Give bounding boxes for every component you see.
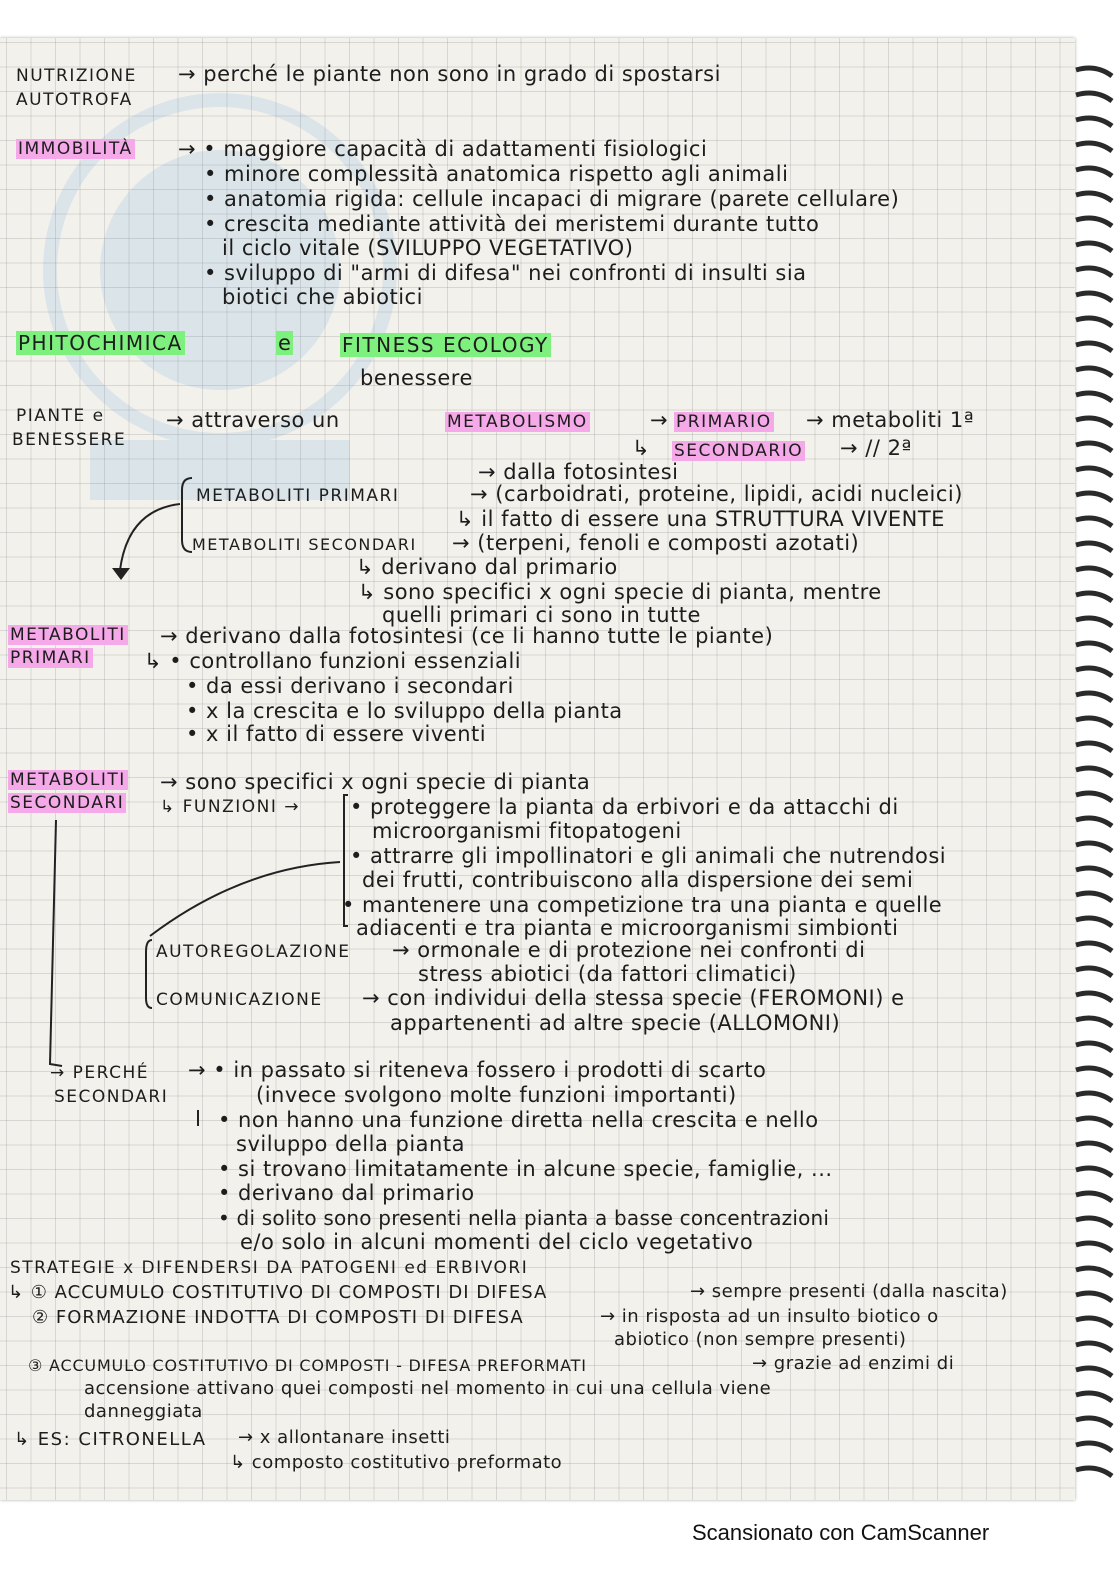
line-struttura: ↳ il fatto di essere una STRUTTURA VIVENTE bbox=[456, 507, 945, 531]
line-ps-2: (invece svolgono molte funzioni importanti) bbox=[256, 1083, 737, 1107]
arrow-primario: → bbox=[650, 408, 669, 432]
line-mp-5: • x il fatto di essere viventi bbox=[186, 722, 487, 746]
spiral-ring bbox=[1076, 268, 1112, 276]
line-terpeni: → (terpeni, fenoli e composti azotati) bbox=[452, 531, 860, 555]
line-met-secondari: METABOLITI SECONDARI bbox=[192, 535, 417, 554]
line-met-primari: METABOLITI PRIMARI bbox=[196, 486, 400, 506]
spiral-ring bbox=[1076, 1018, 1112, 1026]
highlight-e: e bbox=[278, 331, 292, 355]
line-f-1: • proteggere la pianta da erbivori e da attacchi di bbox=[350, 795, 899, 819]
line-attraverso: → attraverso un bbox=[166, 408, 340, 432]
line-piante: PIANTE e bbox=[16, 406, 105, 426]
spiral-ring bbox=[1076, 1418, 1112, 1426]
spiral-ring bbox=[1076, 743, 1112, 751]
line-10: • sviluppo di "armi di difesa" nei confronti di insulti sia bbox=[204, 261, 807, 285]
highlight-immobilita: IMMOBILITÀ bbox=[18, 139, 133, 159]
spiral-ring bbox=[1076, 593, 1112, 601]
line-s2c: abiotico (non sempre presenti) bbox=[614, 1329, 907, 1350]
line-ms-1: → sono specifici x ogni specie di pianta bbox=[160, 770, 591, 794]
line-ps-8: e/o solo in alcuni momenti del ciclo vegetativo bbox=[240, 1230, 754, 1254]
spiral-ring bbox=[1076, 318, 1112, 326]
line-8: • crescita mediante attività dei meristemi durante tutto bbox=[204, 212, 820, 236]
spiral-ring bbox=[1076, 643, 1112, 651]
line-ps-7: • di solito sono presenti nella pianta a basse concentrazioni bbox=[218, 1206, 830, 1230]
arrow-secondario: ↳ bbox=[632, 436, 651, 460]
line-6: • minore complessità anatomica rispetto agli animali bbox=[204, 162, 789, 186]
line-mp-3: • da essi derivano i secondari bbox=[186, 674, 514, 698]
spiral-ring bbox=[1076, 1068, 1112, 1076]
line-derivano: ↳ derivano dal primario bbox=[356, 555, 618, 579]
spiral-ring bbox=[1076, 893, 1112, 901]
spiral-ring bbox=[1076, 1368, 1112, 1376]
line-benessere: benessere bbox=[360, 366, 473, 390]
line-s1b: → sempre presenti (dalla nascita) bbox=[690, 1281, 1008, 1302]
line-s2b: → in risposta ad un insulto biotico o bbox=[600, 1306, 939, 1327]
line-s3c: accensione attivano quei composti nel momento in cui una cellula viene bbox=[84, 1378, 772, 1399]
highlight-metaboliti-p: METABOLITI bbox=[10, 625, 126, 645]
line-f-2: microorganismi fitopatogeni bbox=[372, 819, 682, 843]
highlight-primario: PRIMARIO bbox=[676, 412, 772, 432]
spiral-ring bbox=[1076, 993, 1112, 1001]
line-ps-6: • derivano dal primario bbox=[218, 1181, 475, 1205]
spiral-ring bbox=[1076, 1168, 1112, 1176]
line-ps-4: sviluppo della pianta bbox=[236, 1132, 465, 1156]
line-es-b: → x allontanare insetti bbox=[238, 1427, 451, 1448]
highlight-secondario: SECONDARIO bbox=[674, 441, 804, 461]
highlight-secondari: SECONDARI bbox=[10, 793, 125, 813]
spiral-ring bbox=[1076, 918, 1112, 926]
line-stress: stress abiotici (da fattori climatici) bbox=[418, 962, 797, 986]
spiral-ring bbox=[1076, 468, 1112, 476]
line-perche: → PERCHÉ bbox=[50, 1063, 150, 1083]
spiral-ring bbox=[1076, 1043, 1112, 1051]
line-metaboliti-1: → metaboliti 1ª bbox=[806, 408, 975, 432]
spiral-ring bbox=[1076, 818, 1112, 826]
spiral-ring bbox=[1076, 393, 1112, 401]
line-ps-1: → • in passato si riteneva fossero i prodotti di scarto bbox=[188, 1058, 767, 1082]
line-funzioni: ↳ FUNZIONI → bbox=[160, 797, 301, 817]
line-s2: ② FORMAZIONE INDOTTA DI COMPOSTI DI DIFESA bbox=[32, 1307, 524, 1328]
spiral-ring bbox=[1076, 1143, 1112, 1151]
spiral-ring bbox=[1076, 1393, 1112, 1401]
line-es: ↳ ES: CITRONELLA bbox=[14, 1429, 207, 1450]
line-carboidrati: → (carboidrati, proteine, lipidi, acidi nucleici) bbox=[470, 482, 963, 506]
spiral-ring bbox=[1076, 343, 1112, 351]
spiral-ring bbox=[1076, 618, 1112, 626]
spiral-ring bbox=[1076, 1193, 1112, 1201]
highlight-fitness-ecology: FITNESS ECOLOGY bbox=[342, 333, 549, 357]
line-ps-5: • si trovano limitatamente in alcune specie, famiglie, ... bbox=[218, 1157, 833, 1181]
spiral-ring bbox=[1076, 93, 1112, 101]
line-5: → • maggiore capacità di adattamenti fisiologici bbox=[178, 137, 708, 161]
line-s1: ↳ ① ACCUMULO COSTITUTIVO DI COMPOSTI DI DIFESA bbox=[8, 1282, 548, 1303]
spiral-ring bbox=[1076, 1343, 1112, 1351]
line-ps-3: • non hanno una funzione diretta nella crescita e nello bbox=[218, 1108, 819, 1132]
line-f-6: adiacenti e tra pianta e microorganismi simbionti bbox=[356, 916, 899, 940]
spiral-ring bbox=[1076, 1293, 1112, 1301]
spiral-ring bbox=[1076, 1243, 1112, 1251]
line-f-3: • attrarre gli impollinatori e gli animali che nutrendosi bbox=[350, 844, 947, 868]
spiral-ring bbox=[1076, 943, 1112, 951]
spiral-ring bbox=[1076, 218, 1112, 226]
line-f-5: • mantenere una competizione tra una pianta e quelle bbox=[342, 893, 943, 917]
line-f-4: dei frutti, contribuiscono alla dispersione dei semi bbox=[362, 868, 914, 892]
spiral-ring bbox=[1076, 1318, 1112, 1326]
line-benessere-caps: BENESSERE bbox=[12, 430, 127, 450]
spiral-ring bbox=[1076, 718, 1112, 726]
line-mp-2: ↳ • controllano funzioni essenziali bbox=[144, 649, 522, 673]
spiral-ring bbox=[1076, 1268, 1112, 1276]
spiral-ring bbox=[1076, 868, 1112, 876]
line-strategie: STRATEGIE x DIFENDERSI DA PATOGENI ed ERBIVORI bbox=[10, 1258, 529, 1278]
spiral-ring bbox=[1076, 493, 1112, 501]
spiral-ring bbox=[1076, 193, 1112, 201]
spiral-ring bbox=[1076, 293, 1112, 301]
spiral-ring bbox=[1076, 693, 1112, 701]
line-autoregolazione: AUTOREGOLAZIONE bbox=[156, 942, 351, 962]
line-mp-1: → derivano dalla fotosintesi (ce li hanno tutte le piante) bbox=[160, 624, 774, 648]
spiral-ring bbox=[1076, 68, 1112, 76]
line-s3: ③ ACCUMULO COSTITUTIVO DI COMPOSTI - DIFESA PREFORMATI bbox=[28, 1356, 587, 1375]
spiral-ring bbox=[1076, 768, 1112, 776]
line-s3d: danneggiata bbox=[84, 1401, 203, 1422]
spiral-ring bbox=[1076, 668, 1112, 676]
spiral-ring bbox=[1076, 1118, 1112, 1126]
spiral-ring bbox=[1076, 1093, 1112, 1101]
line-comunicazione: COMUNICAZIONE bbox=[156, 990, 323, 1010]
highlight-phitochimica: PHITOCHIMICA bbox=[18, 331, 183, 355]
line-metaboliti-2: → // 2ª bbox=[840, 436, 912, 460]
highlight-metaboliti-s: METABOLITI bbox=[10, 770, 126, 790]
spiral-ring bbox=[1076, 543, 1112, 551]
highlight-metabolismo: METABOLISMO bbox=[447, 412, 588, 432]
line-quelli: quelli primari ci sono in tutte bbox=[382, 603, 701, 627]
spiral-ring bbox=[1076, 168, 1112, 176]
line-fotosintesi: → dalla fotosintesi bbox=[478, 460, 679, 484]
line-specifici: ↳ sono specifici x ogni specie di pianta, mentre bbox=[358, 580, 882, 604]
spiral-ring bbox=[1076, 568, 1112, 576]
line-es-c: ↳ composto costitutivo preformato bbox=[230, 1452, 563, 1473]
line-11: biotici che abiotici bbox=[222, 285, 423, 309]
spiral-ring bbox=[1076, 793, 1112, 801]
spiral-ring bbox=[1076, 368, 1112, 376]
line-perche-secondari: SECONDARI bbox=[54, 1087, 169, 1107]
highlight-primari: PRIMARI bbox=[10, 648, 91, 668]
line-1: NUTRIZIONE bbox=[16, 66, 137, 86]
line-7: • anatomia rigida: cellule incapaci di migrare (parete cellulare) bbox=[204, 187, 900, 211]
line-ormonale: → ormonale e di protezione nei confronti di bbox=[392, 938, 866, 962]
line-2: → perché le piante non sono in grado di spostarsi bbox=[178, 62, 721, 86]
line-appartenenti: appartenenti ad altre specie (ALLOMONI) bbox=[390, 1011, 841, 1035]
spiral-ring bbox=[1076, 1218, 1112, 1226]
spiral-ring bbox=[1076, 1443, 1112, 1451]
spiral-ring bbox=[1076, 243, 1112, 251]
footer-camscanner: Scansionato con CamScanner bbox=[692, 1520, 990, 1545]
spiral-ring bbox=[1076, 443, 1112, 451]
spiral-binding bbox=[1074, 60, 1114, 1490]
line-mp-4: • x la crescita e lo sviluppo della pianta bbox=[186, 699, 623, 723]
spiral-ring bbox=[1076, 1468, 1112, 1476]
line-3: AUTOTROFA bbox=[16, 90, 133, 110]
spiral-ring bbox=[1076, 143, 1112, 151]
spiral-ring bbox=[1076, 518, 1112, 526]
spiral-ring bbox=[1076, 418, 1112, 426]
line-individui: → con individui della stessa specie (FEROMONI) e bbox=[362, 986, 905, 1010]
line-s3b: → grazie ad enzimi di bbox=[752, 1353, 955, 1374]
spiral-ring bbox=[1076, 843, 1112, 851]
line-9: il ciclo vitale (SVILUPPO VEGETATIVO) bbox=[222, 236, 634, 260]
spiral-ring bbox=[1076, 968, 1112, 976]
spiral-ring bbox=[1076, 118, 1112, 126]
